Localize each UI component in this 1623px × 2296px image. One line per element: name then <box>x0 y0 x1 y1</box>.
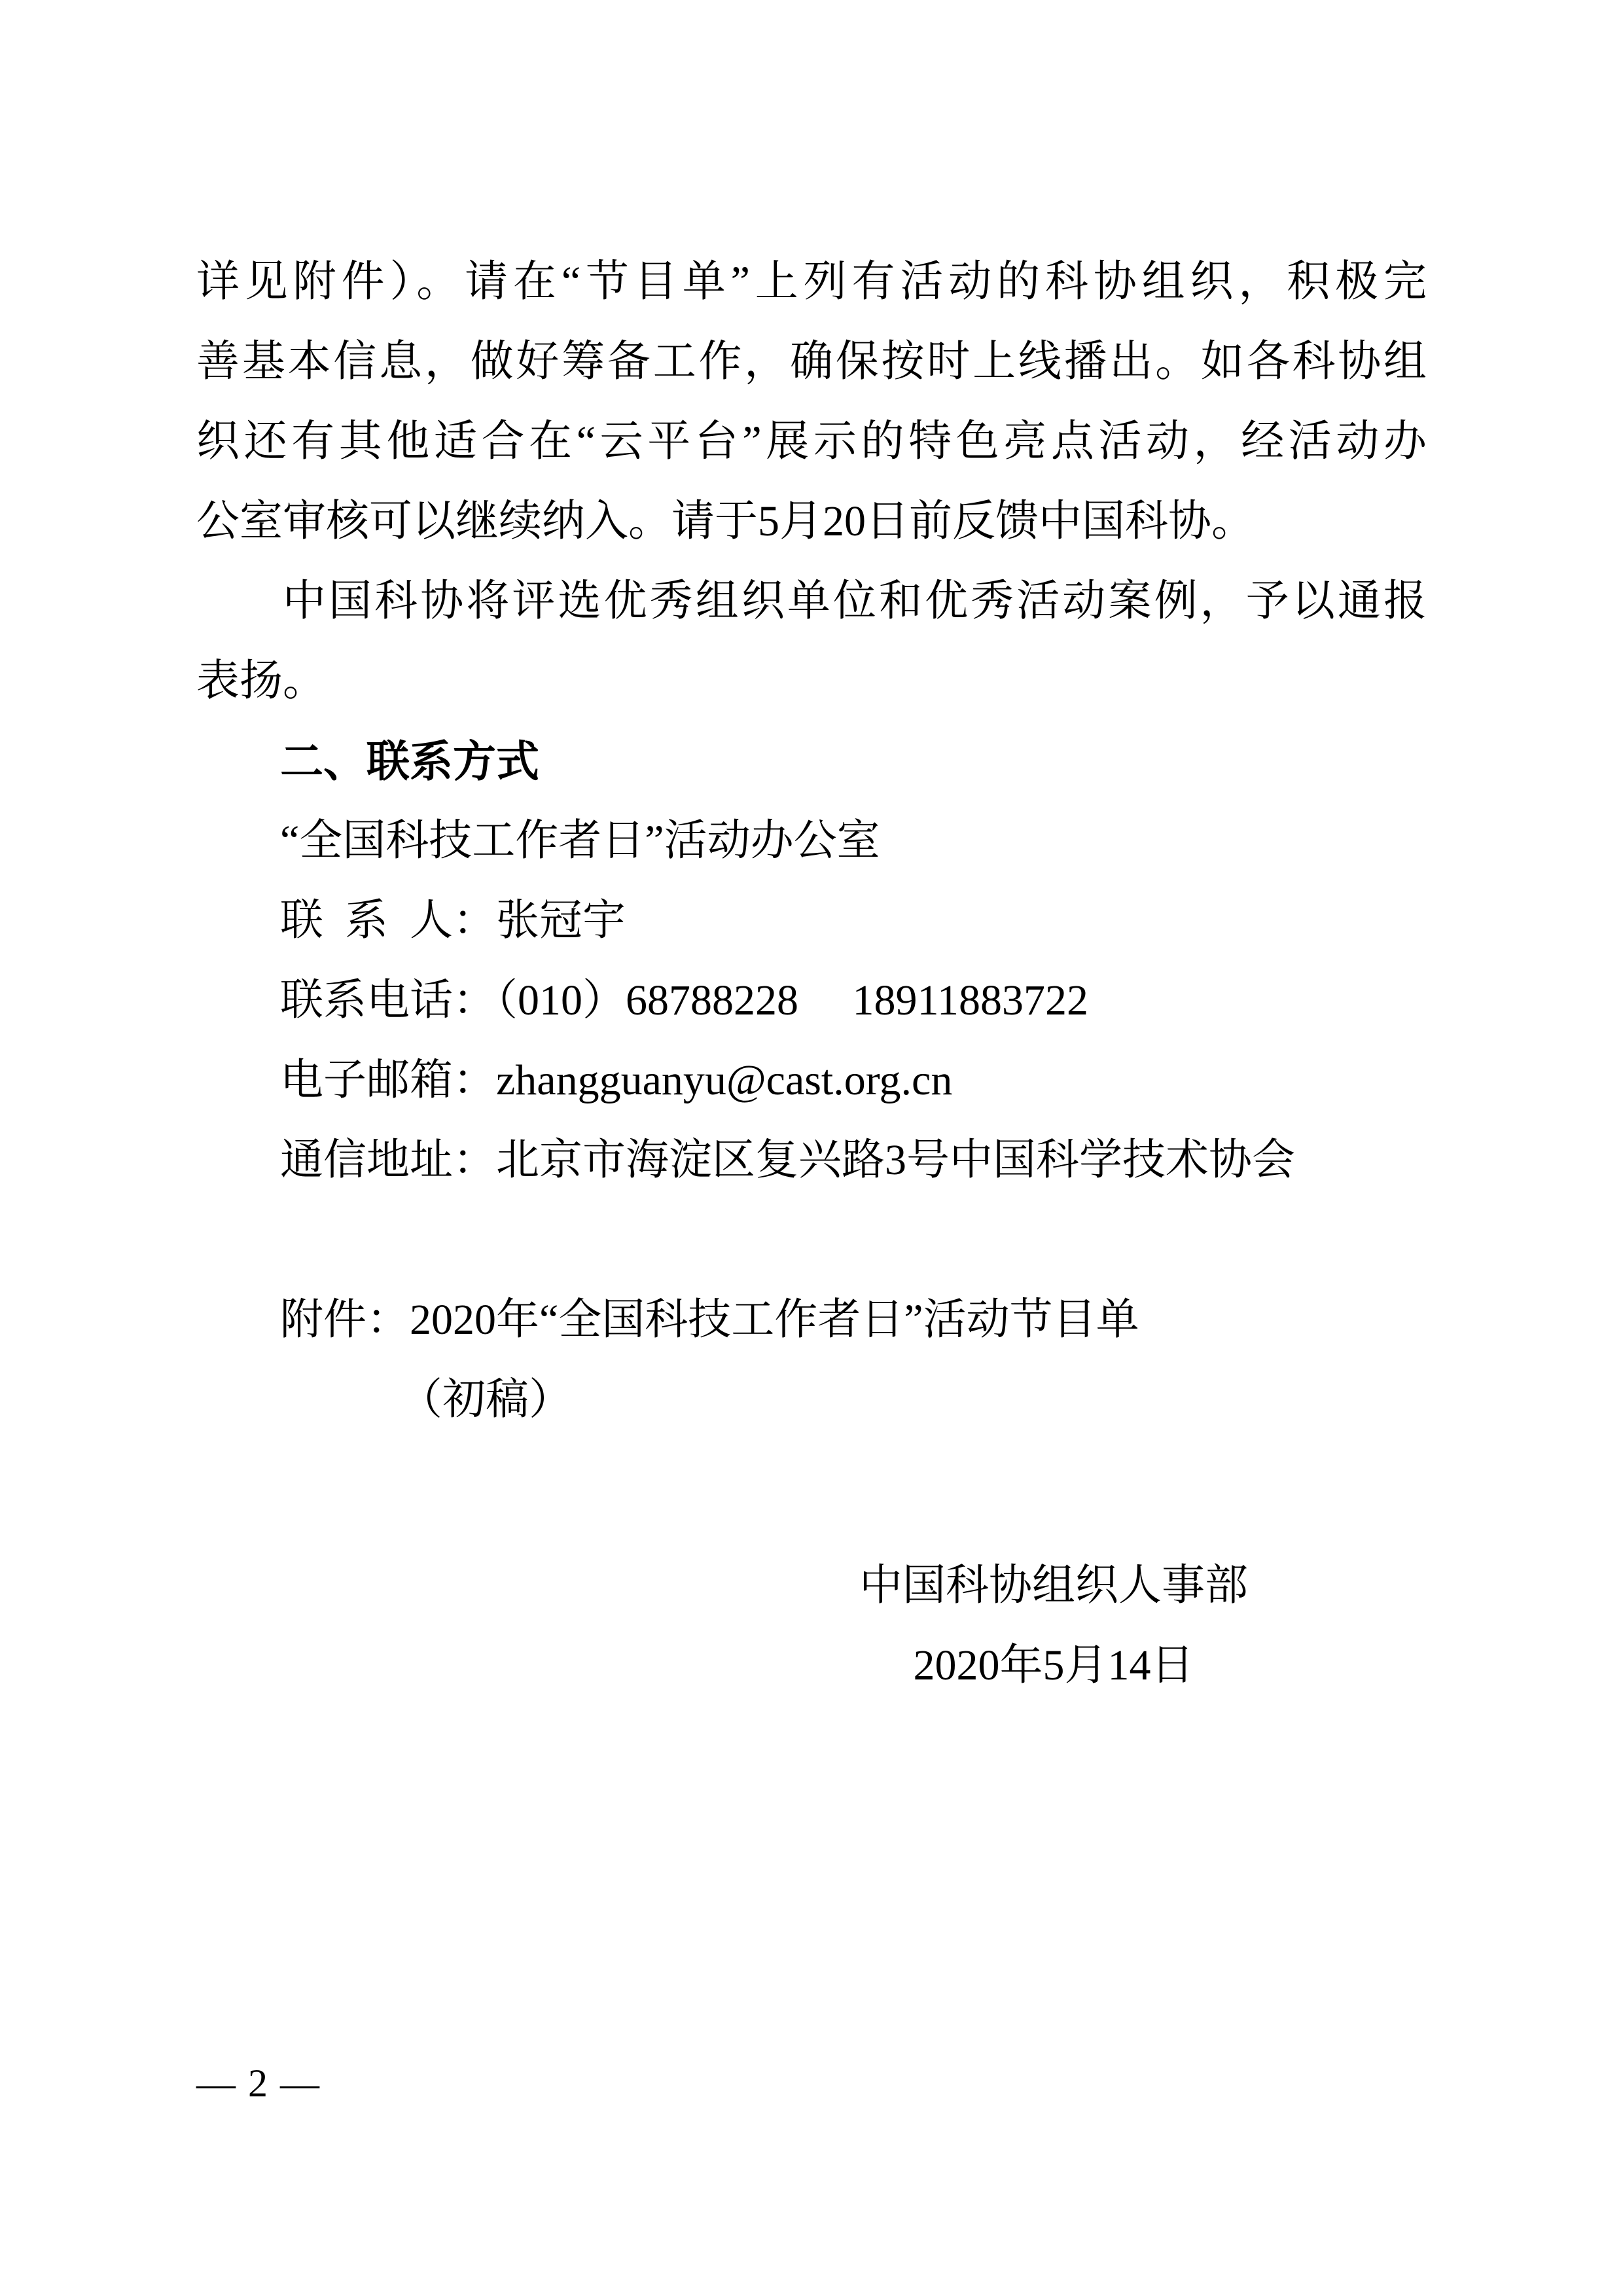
paragraph-program-list <box>196 242 1427 562</box>
text-line: 公室审核可以继续纳入。请于5月20日前反馈中国科协。 <box>196 497 1255 545</box>
text-line: 表扬。 <box>196 657 326 705</box>
text-line: 善基本信息，做好筹备工作，确保按时上线播出。如各科协组 <box>196 338 1427 386</box>
signature-block <box>825 1546 1283 1706</box>
text-line: 详见附件）。请在“节目单”上列有活动的科协组织，积极完 <box>196 258 1427 306</box>
text-line: 中国科协将评选优秀组织单位和优秀活动案例，予以通报 <box>283 577 1427 625</box>
contact-person: 联 系 人：张冠宇 <box>280 897 626 944</box>
contact-block <box>196 881 1427 1200</box>
paragraph-commendation <box>196 562 1427 721</box>
attachment-block <box>196 1280 1427 1440</box>
signature-date: 2020年5月14日 <box>913 1641 1194 1689</box>
office-name: “全国科技工作者日”活动办公室 <box>280 817 880 865</box>
section-heading-contact: 二、联系方式 <box>280 737 539 785</box>
contact-email: 电子邮箱：zhangguanyu@cast.org.cn <box>280 1056 953 1104</box>
attachment-draft-note: （初稿） <box>399 1376 572 1424</box>
attachment-title: 附件：2020年“全国科技工作者日”活动节目单 <box>280 1296 1139 1344</box>
page-number: — 2 — <box>196 2062 321 2105</box>
text-line: 织还有其他适合在“云平台”展示的特色亮点活动，经活动办 <box>196 418 1427 465</box>
contact-address: 通信地址：北京市海淀区复兴路3号中国科学技术协会 <box>280 1136 1295 1184</box>
signature-department: 中国科协组织人事部 <box>859 1562 1248 1609</box>
contact-phone: 联系电话：（010）68788228 18911883722 <box>280 977 1089 1024</box>
